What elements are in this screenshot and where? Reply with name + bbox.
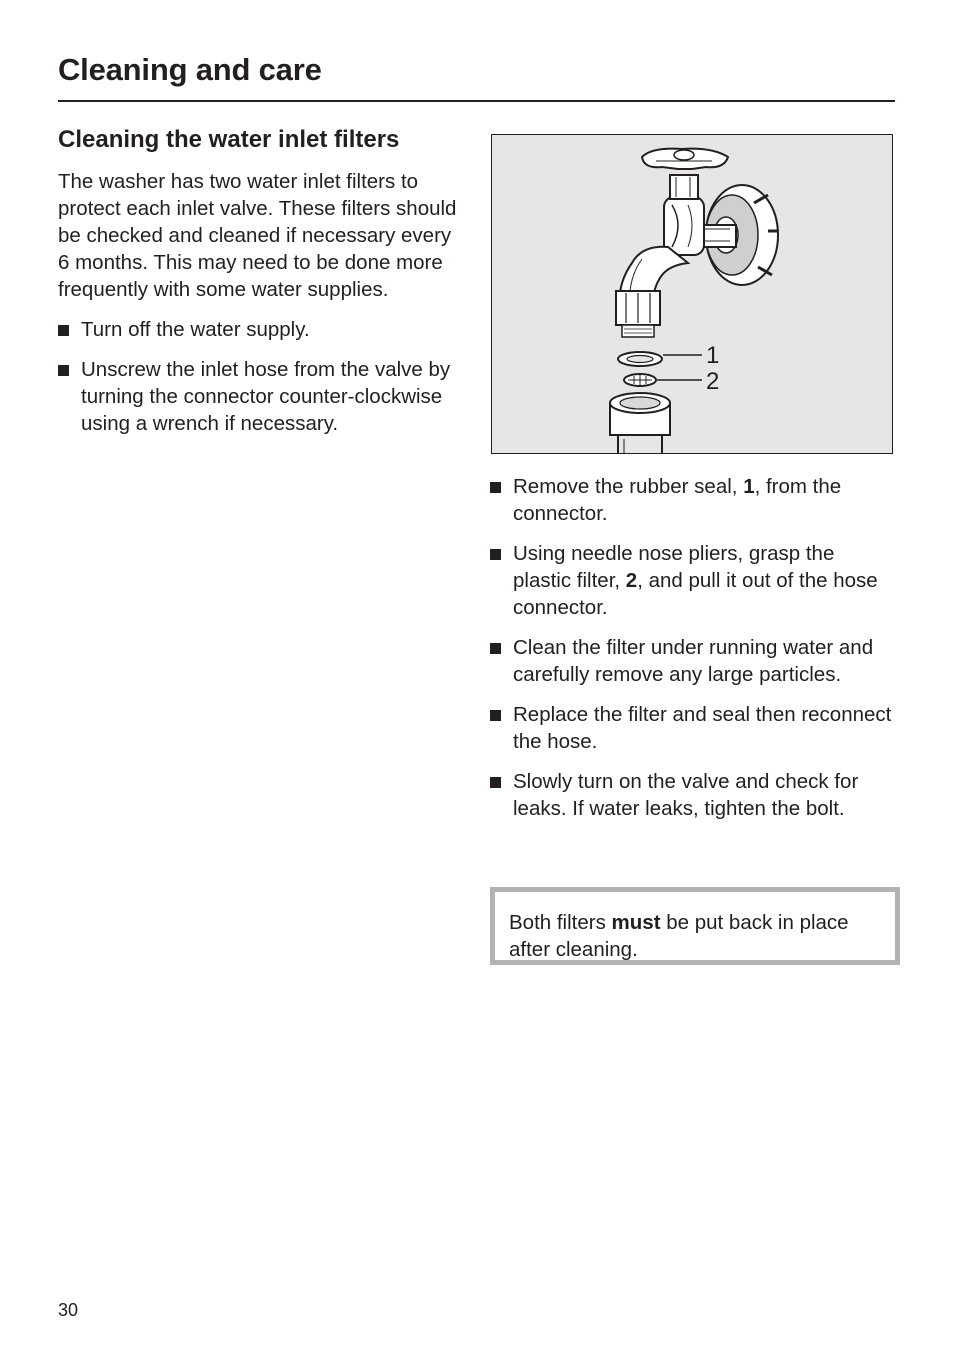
step-text: Slowly turn on the valve and check for leaks. If water leaks, tighten the bolt. — [513, 770, 859, 820]
left-column — [58, 126, 466, 450]
bullet-square-icon — [58, 365, 69, 376]
faucet-illustration — [491, 134, 893, 454]
page-number: 30 — [58, 1300, 79, 1320]
bullet-square-icon — [58, 325, 69, 336]
list-item — [490, 768, 895, 822]
list-item — [58, 356, 466, 437]
right-step-list — [490, 473, 895, 822]
list-item — [58, 316, 466, 343]
list-item — [490, 701, 895, 755]
list-item — [490, 634, 895, 688]
faucet-spout — [620, 247, 688, 293]
title-divider — [58, 100, 895, 102]
note-text: Both filters must be put back in place after cleaning. — [509, 911, 849, 961]
step-text: Using needle nose pliers, grasp the plastic filter, 2, and pull it out of the hose connector. — [513, 542, 878, 619]
connector-nut — [616, 291, 660, 337]
step-text: Unscrew the inlet hose from the valve by turning the connector counter-clockwise using a wrench if necessary. — [81, 358, 451, 435]
rubber-seal-icon — [618, 352, 702, 366]
step-text: Clean the filter under running water and carefully remove any large particles. — [513, 636, 874, 686]
list-item — [490, 473, 895, 527]
note-box — [490, 887, 900, 965]
right-column — [490, 473, 895, 835]
step-text: Remove the rubber seal, 1, from the connector. — [513, 475, 842, 525]
bullet-square-icon — [490, 482, 501, 493]
step-text: Turn off the water supply. — [81, 318, 310, 341]
callout-label-1: 1 — [706, 342, 720, 369]
step-text: Replace the filter and seal then reconnect the hose. — [513, 703, 892, 753]
bullet-square-icon — [490, 777, 501, 788]
bullet-square-icon — [490, 549, 501, 560]
page-title: Cleaning and care — [58, 52, 322, 87]
intro-paragraph: The washer has two water inlet filters to protect each inlet valve. These filters should be checked and cleaned if necessary every 6 months. This may need to be done more frequently with some water supplies. — [58, 170, 457, 301]
bullet-square-icon — [490, 710, 501, 721]
callout-label-2: 2 — [706, 368, 720, 395]
list-item — [490, 540, 895, 621]
plastic-filter-icon — [624, 374, 702, 386]
bullet-square-icon — [490, 643, 501, 654]
section-heading: Cleaning the water inlet filters — [58, 126, 400, 153]
left-step-list — [58, 316, 466, 437]
hose-connector — [610, 393, 670, 453]
valve-handle-icon — [642, 149, 728, 169]
